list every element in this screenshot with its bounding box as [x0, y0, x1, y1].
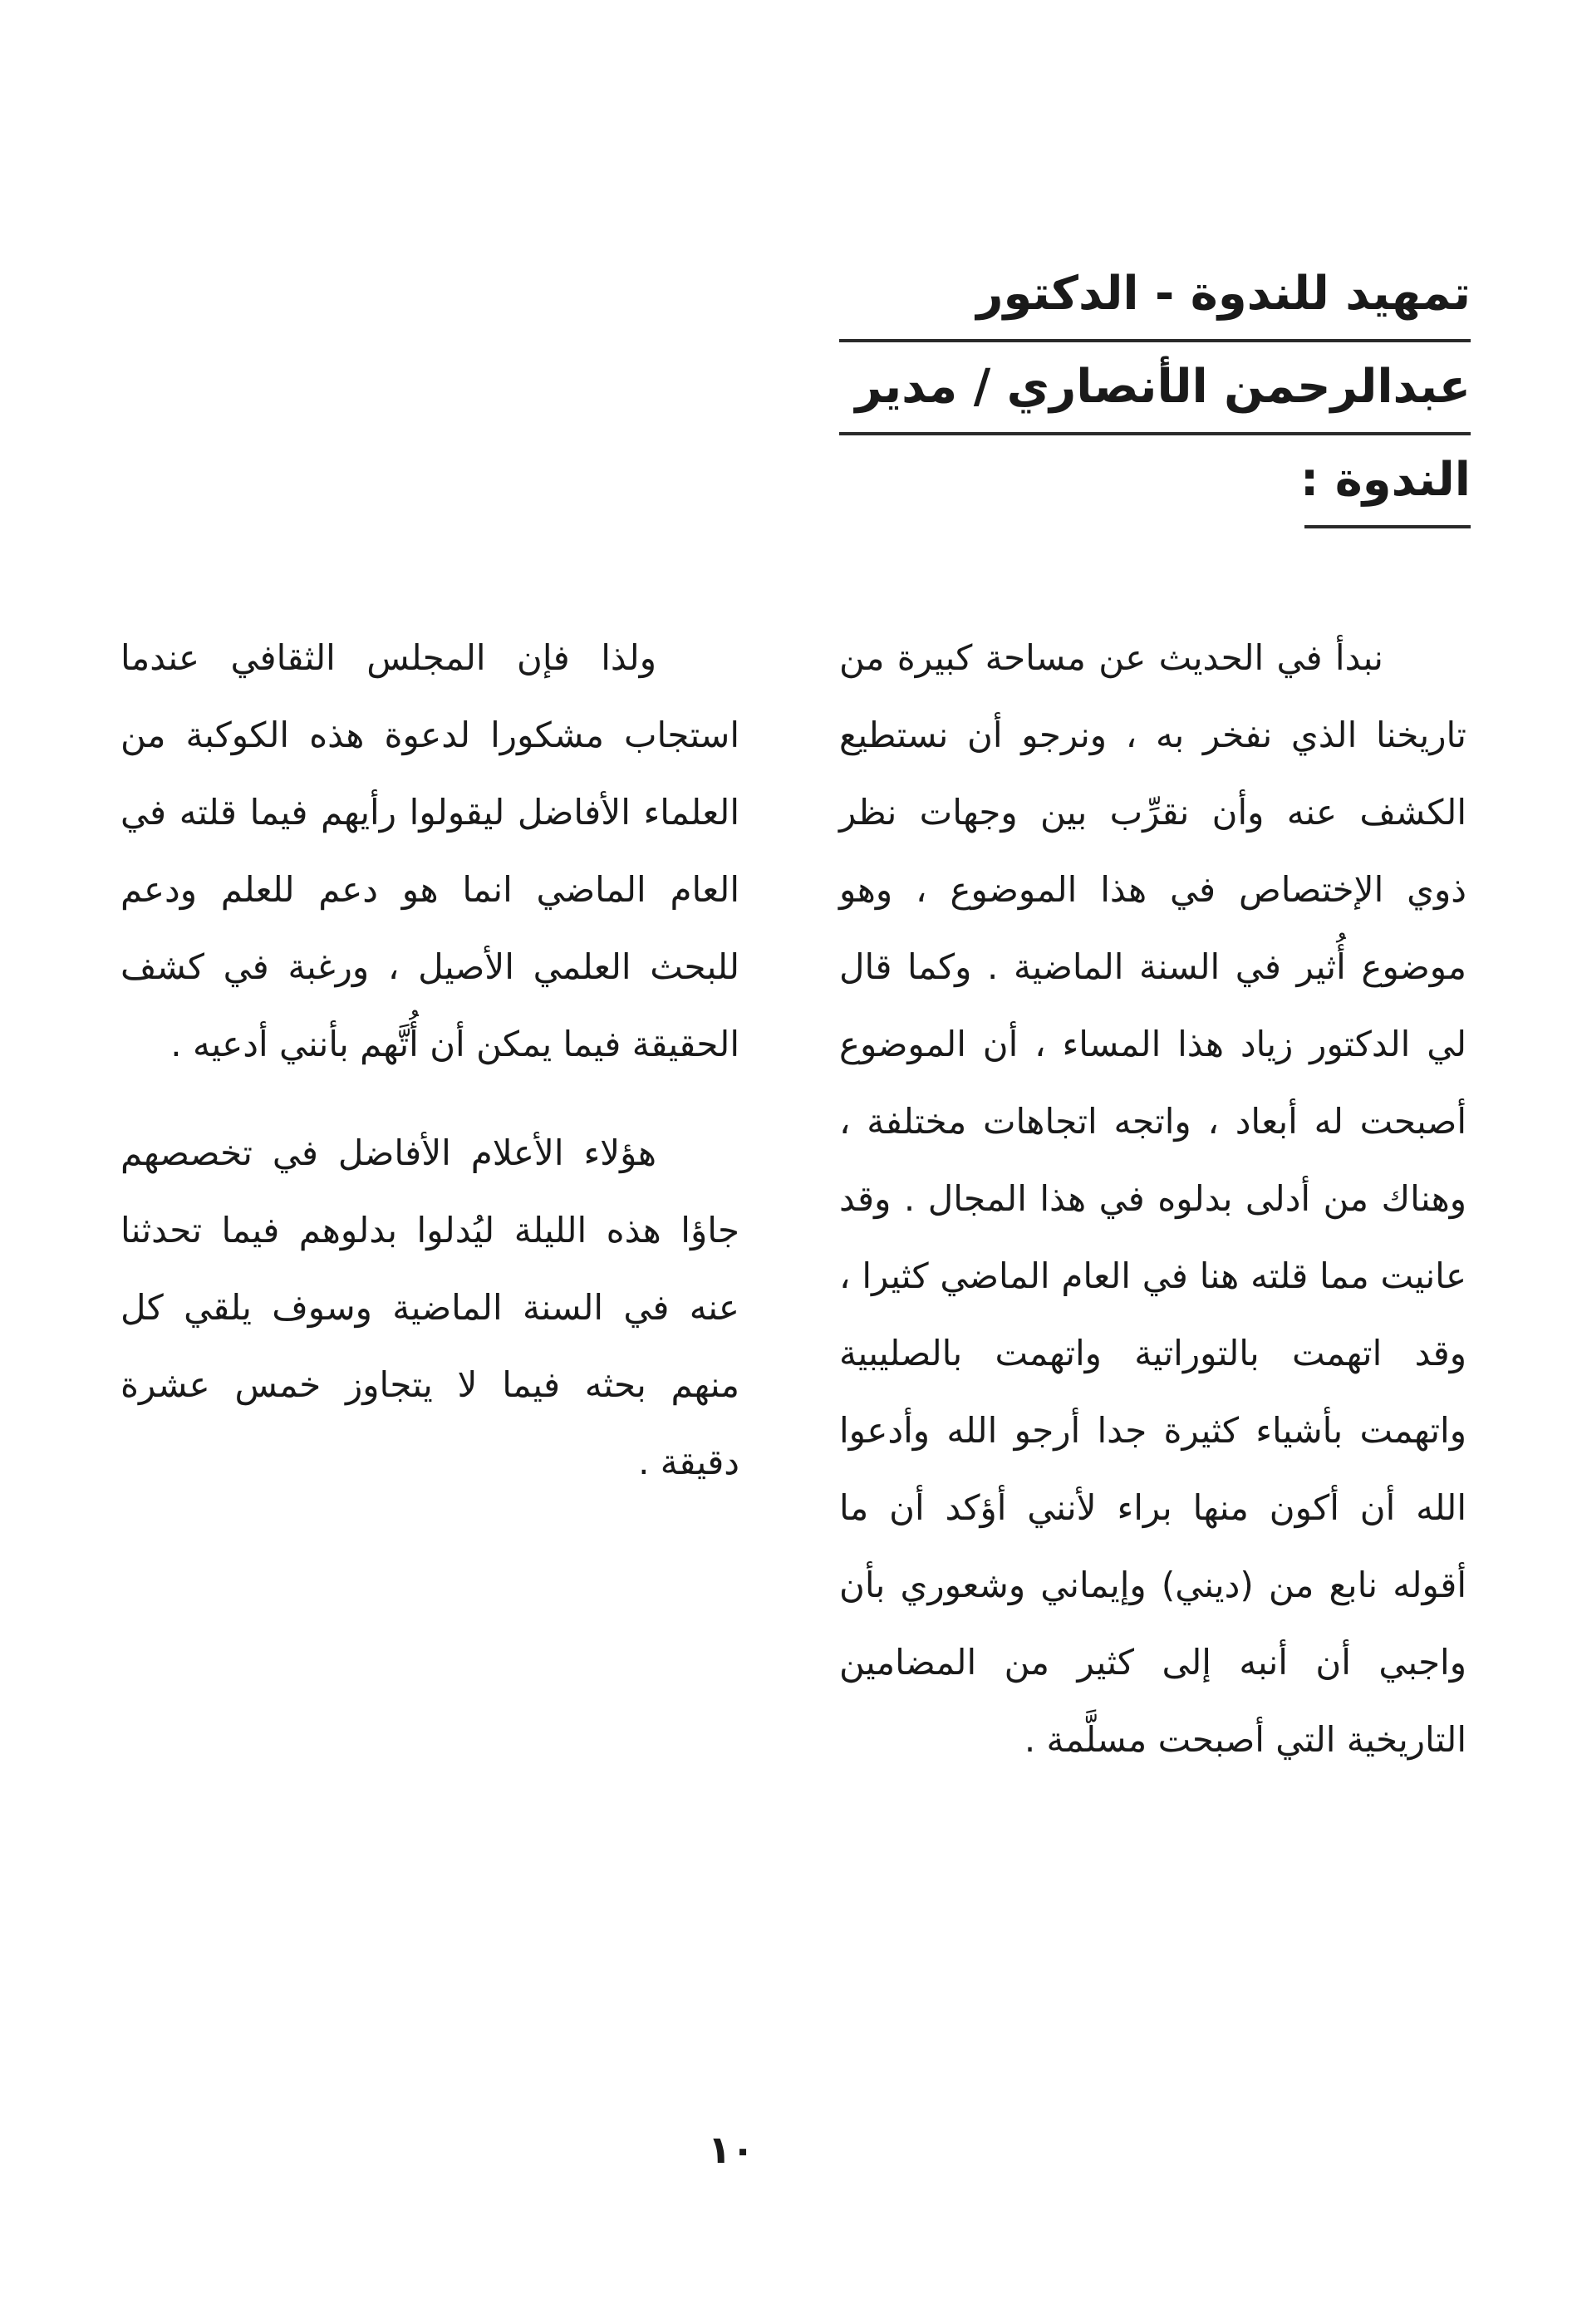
chapter-heading [839, 249, 1471, 528]
heading-line-3: الندوة : [1304, 435, 1471, 528]
right-paragraph-1: نبدأ في الحديث عن مساحة كبيرة من تاريخنا الذي نفخر به ، ونرجو أن نستطيع الكشف عنه وأن نقرِّب بين وجهات نظر ذوي الإختصاص في هذا الموضوع ، وهو موضوع أُثير في السنة الماضية . وكما قال لي الدكتور زياد هذا المساء ، أن الموضوع أصبحت له أبعاد ، واتجه اتجاهات مختلفة ، وهناك من أدلى بدلوه في هذا المجال . وقد عانيت مما قلته هنا في العام الماضي كثيرا ، وقد اتهمت بالتوراتية واتهمت بالصليبية واتهمت بأشياء كثيرة جدا أرجو الله وأدعوا الله أن أكون منها براء لأنني أؤكد أن ما أقوله نابع من (ديني) وإيماني وشعوري بأن واجبي أن أنبه إلى كثير من المضامين التاريخية التي أصبحت مسلَّمة . [839, 637, 1466, 1760]
heading-line-1: تمهيد للندوة - الدكتور [839, 249, 1471, 342]
page-number: ١٠ [707, 2127, 755, 2172]
right-column [839, 619, 1466, 1778]
left-paragraph-1: ولذا فإن المجلس الثقافي عندما استجاب مشكورا لدعوة هذه الكوكبة من العلماء الأفاضل ليقولوا رأيهم فيما قلته في العام الماضي انما هو دعم للعلم ودعم للبحث العلمي الأصيل ، ورغبة في كشف الحقيقة فيما يمكن أن أُتَّهم بأنني أدعيه . [120, 637, 739, 1064]
heading-line-2: عبدالرحمن الأنصاري / مدير [839, 342, 1471, 435]
left-column [120, 619, 739, 1501]
left-paragraph-2: هؤلاء الأعلام الأفاضل في تخصصهم جاؤا هذه الليلة ليُدلوا بدلوهم فيما تحدثنا عنه في السنة الماضية وسوف يلقي كل منهم بحثه فيما لا يتجاوز خمس عشرة دقيقة . [120, 1133, 739, 1482]
